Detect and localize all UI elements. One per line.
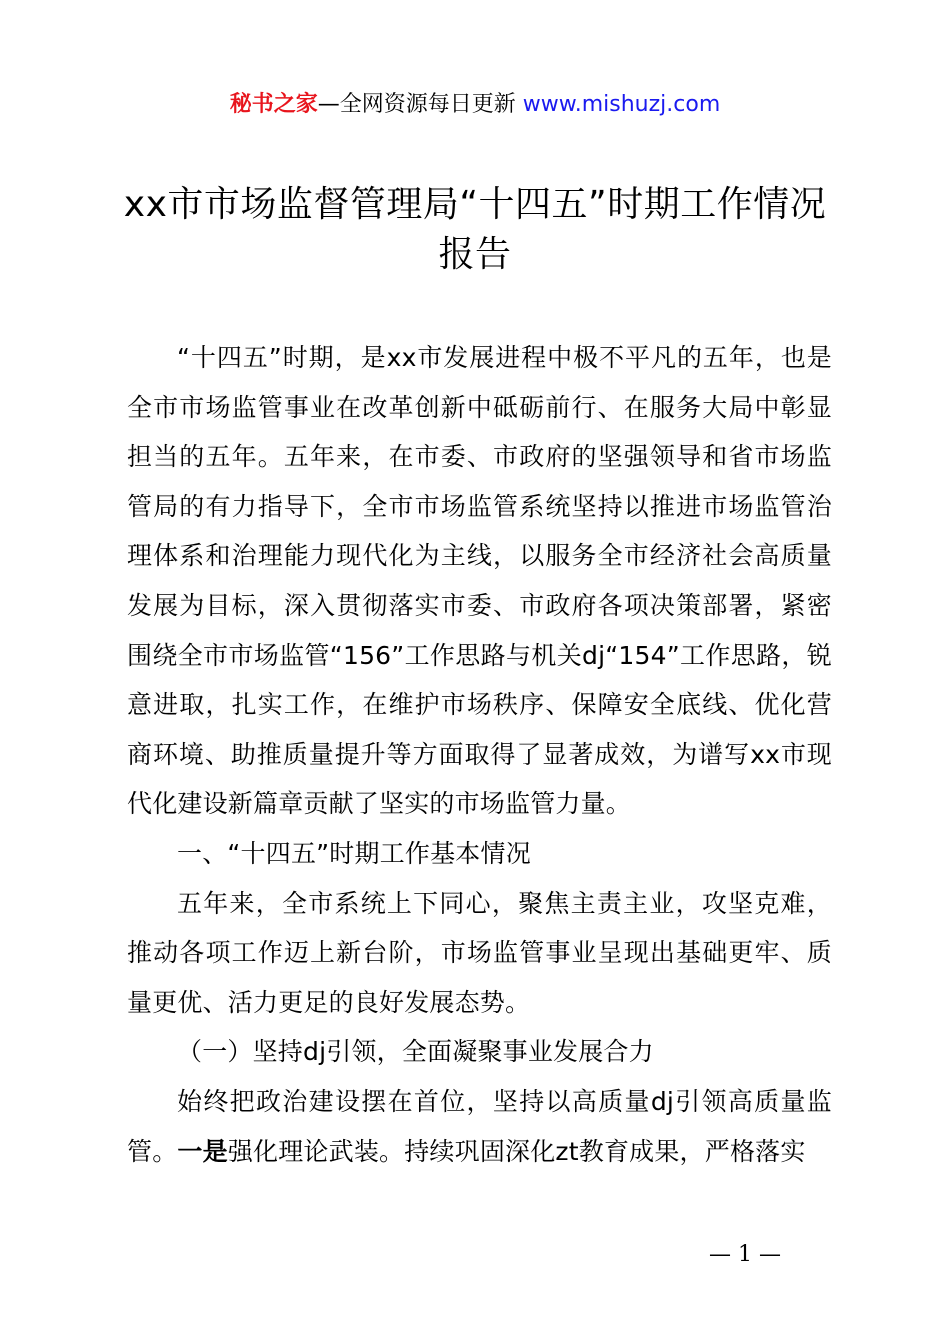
paragraph-lead-text: 始终把政治建设摆在首位，坚持以高质量dj引领高质量监管。 bbox=[127, 1086, 832, 1166]
emphasis-first-point: 一是 bbox=[177, 1136, 228, 1166]
site-header bbox=[0, 88, 950, 122]
site-url-link[interactable]: www.mishuzj.com bbox=[522, 92, 721, 117]
paragraph-summary: 五年来，全市系统上下同心，聚焦主责主业，攻坚克难，推动各项工作迈上新台阶，市场监管事业呈现出基础更牢、质量更优、活力更足的良好发展态势。 bbox=[127, 888, 832, 1017]
subsection-heading-1: （一）坚持dj引领，全面凝聚事业发展合力 bbox=[177, 1037, 654, 1067]
document-title: xx市市场监督管理局“十四五”时期工作情况报告 bbox=[123, 184, 827, 275]
document-body bbox=[127, 333, 832, 1176]
header-tagline: —全网资源每日更新 bbox=[317, 92, 516, 117]
page-number: — 1 — bbox=[709, 1242, 781, 1267]
brand-name: 秘书之家 bbox=[229, 92, 318, 117]
paragraph-intro: “十四五”时期，是xx市发展进程中极不平凡的五年，也是全市市场监管事业在改革创新中砥砺前行、在服务大局中彰显担当的五年。五年来，在市委、市政府的坚强领导和省市场监管局的有力指导下，全市市场监管系统坚持以推进市场监管治理体系和治理能力现代化为主线，以服务全市经济社会高质量发展为目标，深入贯彻落实市委、市政府各项决策部署，紧密围绕全市市场监管“156”工作思路与机关dj“154”工作思路，锐意进取，扎实工作，在维护市场秩序、保障安全底线、优化营商环境、助推质量提升等方面取得了显著成效，为谱写xx市现代化建设新篇章贡献了坚实的市场监管力量。 bbox=[127, 343, 832, 819]
paragraph-party-building bbox=[127, 1077, 832, 1176]
section-heading-1: 一、“十四五”时期工作基本情况 bbox=[177, 838, 531, 868]
paragraph-continuation: 强化理论武装。持续巩固深化zt教育成果，严格落实 bbox=[227, 1136, 806, 1166]
